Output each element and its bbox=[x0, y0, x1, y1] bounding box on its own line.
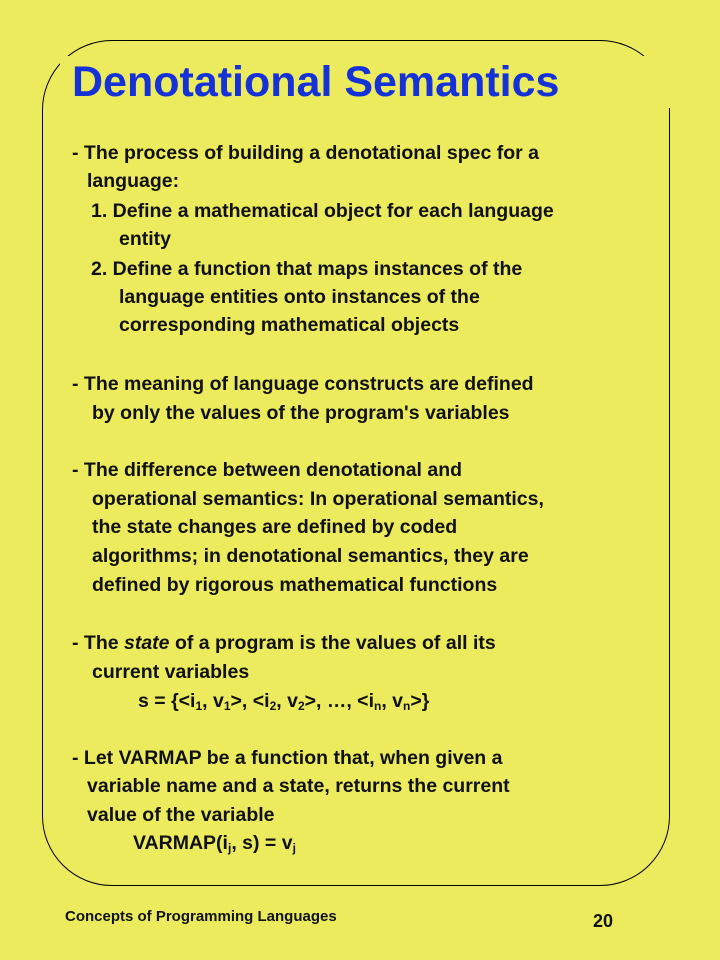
bullet-difference-cont-1: operational semantics: In operational semantics, bbox=[92, 488, 544, 510]
bullet-meaning: - The meaning of language constructs are defined bbox=[72, 373, 534, 395]
step-2-cont-2: corresponding mathematical objects bbox=[119, 314, 460, 336]
bullet-process: - The process of building a denotational spec for a bbox=[72, 142, 539, 164]
step-1: 1. Define a mathematical object for each language bbox=[91, 200, 554, 222]
state-term: state bbox=[124, 632, 170, 654]
bullet-state-cont: current variables bbox=[92, 661, 250, 683]
varmap-formula: $VARMAP(i_j$, $s) = v_j$ bbox=[133, 832, 296, 855]
bullet-state bbox=[72, 631, 496, 655]
page-number: 20 bbox=[593, 911, 614, 931]
state-formula: $s = \{<i_1$, $v_1>$, $<i_2$, $v_2>$, …, $<i_n$, $v_n>$} bbox=[138, 690, 430, 713]
bullet-difference-cont-2: the state changes are defined by coded bbox=[92, 516, 458, 538]
bullet-state-prefix: - The bbox=[72, 632, 124, 654]
slide-title: Denotational Semantics bbox=[60, 56, 674, 108]
bullet-meaning-cont: by only the values of the program's variables bbox=[92, 402, 510, 424]
bullet-difference-cont-4: defined by rigorous mathematical functions bbox=[92, 574, 498, 596]
step-2-cont-1: language entities onto instances of the bbox=[119, 286, 480, 308]
bullet-varmap-cont-2: value of the variable bbox=[87, 804, 275, 826]
bullet-varmap-cont-1: variable name and a state, returns the current bbox=[87, 775, 510, 797]
bullet-varmap: - Let VARMAP be a function that, when given a bbox=[72, 747, 503, 769]
footer-course-title: Concepts of Programming Languages bbox=[65, 908, 337, 925]
bullet-process-cont: language: bbox=[87, 170, 180, 192]
step-1-cont: entity bbox=[119, 228, 172, 250]
bullet-difference-cont-3: algorithms; in denotational semantics, they are bbox=[92, 545, 529, 567]
bullet-state-suffix: of a program is the values of all its bbox=[169, 632, 496, 654]
bullet-difference: - The difference between denotational and bbox=[72, 459, 463, 481]
step-2: 2. Define a function that maps instances of the bbox=[91, 258, 523, 280]
